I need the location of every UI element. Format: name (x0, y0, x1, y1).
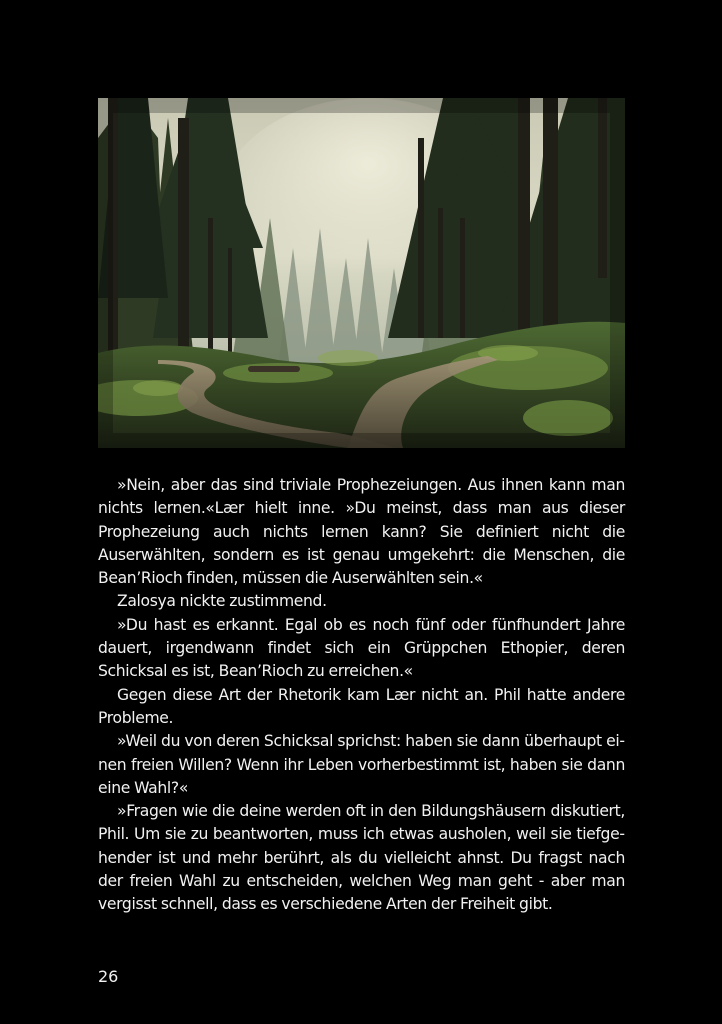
forest-path-image (98, 98, 625, 448)
forest-path-illustration (98, 98, 625, 448)
paragraph-3: »Du hast es erkannt. Egal ob es noch fünf oder fünfhundert Jahre dauert, irgendwann findet sich ein Grüppchen Ethopier, deren Schicksal es ist, Bean’Rioch zu erreichen.« (98, 615, 625, 681)
paragraph-4: Gegen diese Art der Rhetorik kam Lær nicht an. Phil hatte andere Probleme. (98, 685, 625, 727)
page-number: 26 (98, 967, 119, 986)
paragraph-1: »Nein, aber das sind triviale Prophezeiungen. Aus ihnen kann man nichts lernen.«Lær hielt inne. »Du meinst, dass man aus dieser Prophezeiung auch nichts lernen kann? Sie definiert nicht die Auserwählten, sondern es ist genau umgekehrt: die Menschen, die Bean’Rioch finden, müssen die Auserwählten sein.« (98, 476, 625, 588)
body-text (98, 474, 625, 917)
paragraph-6: »Fragen wie die deine werden oft in den Bildungshäusern diskutiert, Phil. Um sie zu beantworten, muss ich etwas ausholen, weil sie tiefgehender ist und mehr berührt, als du vielleicht ahnst. Du fragst nach der freien Wahl zu entscheiden, welchen Weg man geht - aber man vergisst schnell, dass es verschiedene Arten der Freiheit gibt. (98, 802, 625, 914)
paragraph-2: Zalosya nickte zustimmend. (117, 592, 327, 611)
paragraph-5: »Weil du von deren Schicksal sprichst: haben sie dann überhaupt einen freien Willen? Wenn ihr Leben vorherbestimmt ist, haben sie dann eine Wahl?« (98, 732, 625, 797)
